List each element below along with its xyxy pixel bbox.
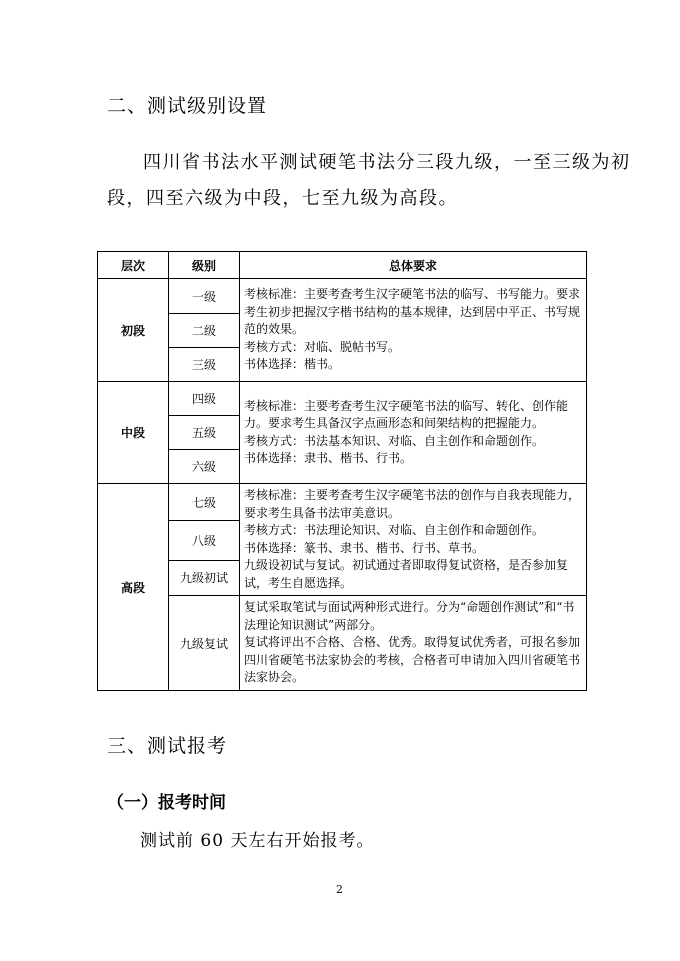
section-3-heading: 三、测试报考 xyxy=(107,735,228,757)
requirement-line: 考核方式：书法基本知识、对临、自主创作和命题创作。 xyxy=(244,433,545,448)
requirements-intermediate xyxy=(240,382,587,484)
grade-5: 五级 xyxy=(169,416,240,450)
subsection-1-heading: （一）报考时间 xyxy=(107,793,226,813)
tier-intermediate: 中段 xyxy=(98,382,169,484)
requirement-line: 考核标准：主要考查考生汉字硬笔书法的临写、转化、创作能力。要求考生具备汉字点画形态和间架结构的把握能力。 xyxy=(244,398,569,430)
grade-9-retest: 九级复试 xyxy=(169,596,240,691)
requirements-table xyxy=(97,251,587,691)
grade-3: 三级 xyxy=(169,348,240,382)
grade-7: 七级 xyxy=(169,484,240,521)
table-row xyxy=(98,484,587,521)
requirements-retest xyxy=(240,596,587,691)
requirement-line: 书体选择：隶书、楷书、行书。 xyxy=(244,451,413,465)
grade-4: 四级 xyxy=(169,382,240,416)
requirement-line: 考核方式：对临、脱帖书写。 xyxy=(244,339,401,354)
requirement-line: 考核标准：主要考查考生汉字硬笔书法的临写、书写能力。要求考生初步把握汉字楷书结构的基本规律，达到居中平正、书写规范的效果。 xyxy=(244,287,581,337)
grade-6: 六级 xyxy=(169,450,240,484)
requirements-advanced xyxy=(240,484,587,596)
grade-1: 一级 xyxy=(169,279,240,314)
requirement-line: 书体选择：楷书。 xyxy=(244,357,341,372)
requirement-line: 九级设初试与复试。初试通过者即取得复试资格，是否参加复试，考生自愿选择。 xyxy=(244,558,569,590)
table-row xyxy=(98,279,587,314)
grade-8: 八级 xyxy=(169,521,240,560)
section-2-paragraph-line-1: 四川省书法水平测试硬笔书法分三段九级，一至三级为初 xyxy=(143,152,631,173)
requirement-line: 复试将评出不合格、合格、优秀。取得复试优秀者，可报名参加四川省硬笔书法家协会的考核，合格者可申请加入四川省硬笔书法家协会。 xyxy=(244,635,581,685)
header-requirements: 总体要求 xyxy=(240,252,587,279)
tier-beginner: 初段 xyxy=(98,279,169,382)
tier-advanced: 高段 xyxy=(98,484,169,691)
section-2-heading: 二、测试级别设置 xyxy=(107,95,268,117)
grade-9-preliminary: 九级初试 xyxy=(169,560,240,595)
section-2-paragraph-line-2: 段，四至六级为中段，七至九级为高段。 xyxy=(107,188,458,209)
requirement-line: 考核标准：主要考查考生汉字硬笔书法的创作与自我表现能力，要求考生具备书法审美意识。 xyxy=(244,488,581,520)
requirements-beginner xyxy=(240,279,587,382)
requirement-line: 考核方式：书法理论知识、对临、自主创作和命题创作。 xyxy=(244,523,545,537)
subsection-1-text: 测试前 60 天左右开始报考。 xyxy=(140,831,375,851)
table-header-row xyxy=(98,252,587,279)
header-tier: 层次 xyxy=(98,252,169,279)
requirement-line: 复试采取笔试与面试两种形式进行。分为“命题创作测试”和“书法理论知识测试”两部分。 xyxy=(244,600,575,632)
grade-2: 二级 xyxy=(169,314,240,348)
table-row xyxy=(98,382,587,416)
requirement-line: 书体选择：篆书、隶书、楷书、行书、草书。 xyxy=(244,540,485,555)
page-number: 2 xyxy=(336,883,343,896)
header-grade: 级别 xyxy=(169,252,240,279)
table-row xyxy=(98,596,587,691)
